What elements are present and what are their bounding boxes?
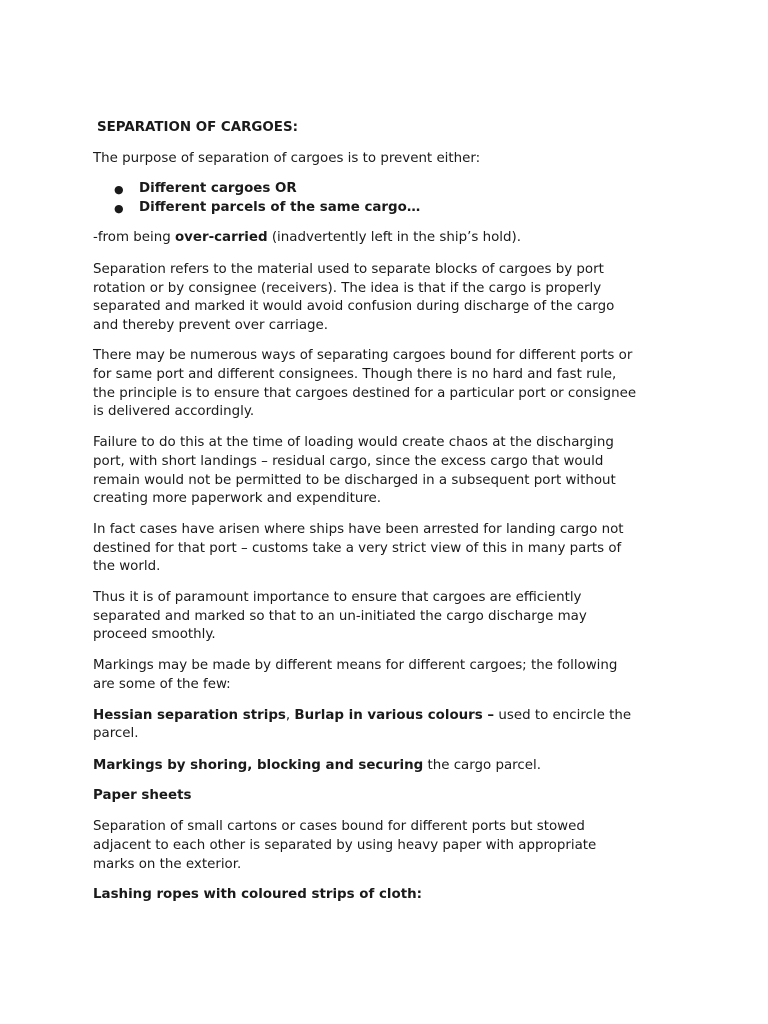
paragraph-line: are some of the few: xyxy=(93,677,231,692)
paragraph-line: is delivered accordingly. xyxy=(93,404,255,419)
paragraph-line: Separation of small cartons or cases bound for different ports but stowed xyxy=(93,819,585,834)
text-run: the cargo parcel. xyxy=(423,758,541,773)
text-run: , xyxy=(285,708,295,723)
paragraph-line: the world. xyxy=(93,559,161,574)
paragraph-line: for same port and different consignees. Though there is no hard and fast rule, xyxy=(93,367,617,382)
bold-term: over-carried xyxy=(174,230,268,245)
bold-term: Hessian separation strips xyxy=(93,708,286,723)
paragraph-line: Failure to do this at the time of loading would create chaos at the discharging xyxy=(93,435,614,450)
bold-term: Markings by shoring, blocking and securing xyxy=(93,758,424,773)
paragraph-line: remain would not be permitted to be discharged in a subsequent port without xyxy=(93,473,616,488)
section-heading: SEPARATION OF CARGOES: xyxy=(97,120,298,135)
over-carried-paragraph xyxy=(93,228,521,247)
paragraph-line: creating more paperwork and expenditure. xyxy=(93,491,382,506)
text-run: (inadvertently left in the ship’s hold). xyxy=(267,230,521,245)
text-run: -from being xyxy=(93,230,175,245)
paragraph-line: parcel. xyxy=(93,726,139,741)
paragraph-line: separated and marked it would avoid confusion during discharge of the cargo xyxy=(93,299,615,314)
paragraph-line: separated and marked so that to an un-initiated the cargo discharge may xyxy=(93,609,587,624)
paragraph-line xyxy=(93,706,631,725)
paragraph-line: Thus it is of paramount importance to ensure that cargoes are efficiently xyxy=(93,590,582,605)
paragraph-line: proceed smoothly. xyxy=(93,627,216,642)
lashing-ropes-heading: Lashing ropes with coloured strips of cloth: xyxy=(93,887,422,902)
paragraph-line: and thereby prevent over carriage. xyxy=(93,318,329,333)
paragraph-line: adjacent to each other is separated by using heavy paper with appropriate xyxy=(93,838,597,853)
paragraph-line: rotation or by consignee (receivers). The idea is that if the cargo is properly xyxy=(93,281,602,296)
paragraph-line: the principle is to ensure that cargoes destined for a particular port or consignee xyxy=(93,386,637,401)
paper-sheets-heading: Paper sheets xyxy=(93,788,192,803)
paragraph-line: There may be numerous ways of separating cargoes bound for different ports or xyxy=(93,348,633,363)
bold-term: Burlap in various colours – xyxy=(294,708,495,723)
paragraph-line: destined for that port – customs take a very strict view of this in many parts of xyxy=(93,541,622,556)
intro-paragraph: The purpose of separation of cargoes is to prevent either: xyxy=(93,151,481,166)
bullet-text: Different cargoes OR xyxy=(139,181,297,196)
shoring-paragraph xyxy=(93,756,541,775)
paragraph-line: Separation refers to the material used to separate blocks of cargoes by port xyxy=(93,262,604,277)
text-run: used to encircle the xyxy=(494,708,632,723)
paragraph-line: marks on the exterior. xyxy=(93,857,242,872)
paragraph-line: port, with short landings – residual cargo, since the excess cargo that would xyxy=(93,454,604,469)
paragraph-line: Markings may be made by different means for different cargoes; the following xyxy=(93,658,618,673)
paragraph-line: In fact cases have arisen where ships have been arrested for landing cargo not xyxy=(93,522,624,537)
bullet-dot-icon: ● xyxy=(114,183,124,196)
bullet-text: Different parcels of the same cargo… xyxy=(139,200,421,215)
bullet-dot-icon: ● xyxy=(114,202,124,215)
